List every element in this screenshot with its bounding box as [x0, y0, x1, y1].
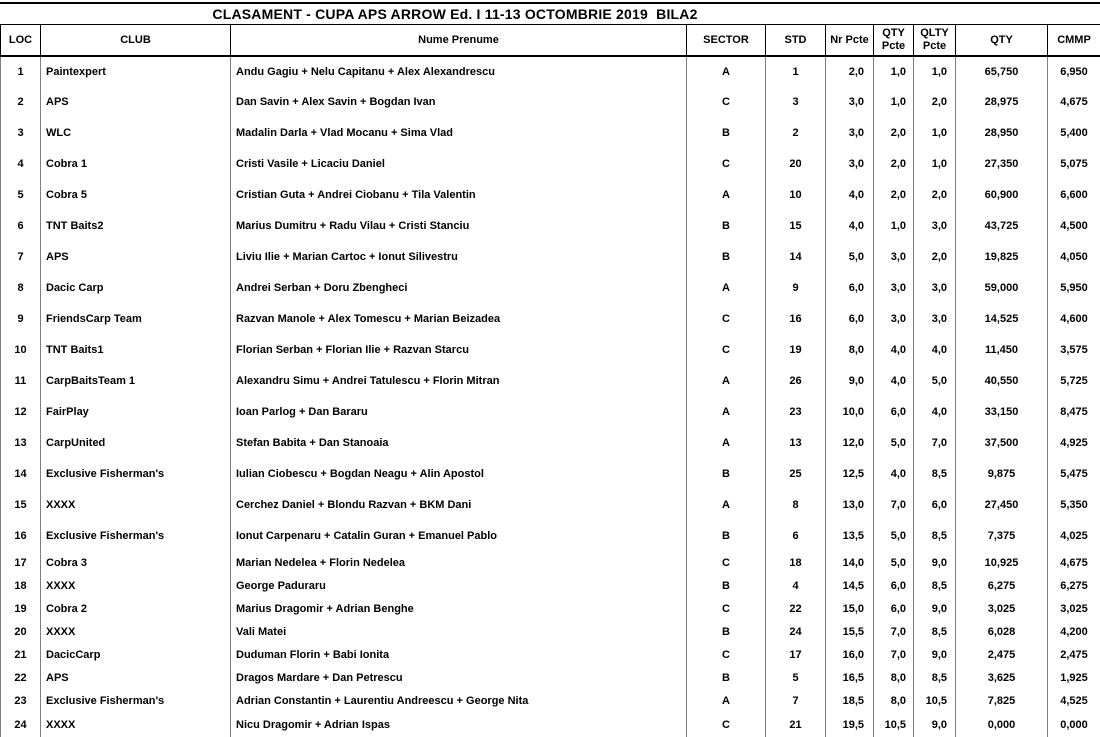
- cell-club: Exclusive Fisherman's: [41, 459, 231, 490]
- cell-qlty_pcte: 2,0: [914, 242, 956, 273]
- cell-sector: C: [687, 713, 766, 737]
- cell-sector: C: [687, 598, 766, 621]
- cell-std: 20: [766, 149, 826, 180]
- cell-std: 2: [766, 118, 826, 149]
- cell-club: CarpUnited: [41, 428, 231, 459]
- cell-club: Exclusive Fisherman's: [41, 521, 231, 552]
- cell-qty: 2,475: [956, 644, 1048, 667]
- col-header-qty: QTY: [956, 25, 1048, 56]
- cell-club: WLC: [41, 118, 231, 149]
- col-header-name: Nume Prenume: [231, 25, 687, 56]
- cell-cmmp: 5,400: [1048, 118, 1100, 149]
- cell-qlty_pcte: 1,0: [914, 118, 956, 149]
- cell-qty_pcte: 3,0: [874, 242, 914, 273]
- cell-qty: 11,450: [956, 335, 1048, 366]
- cell-qty: 27,350: [956, 149, 1048, 180]
- cell-qty_pcte: 6,0: [874, 598, 914, 621]
- cell-nr_pcte: 3,0: [826, 118, 874, 149]
- cell-cmmp: 4,050: [1048, 242, 1100, 273]
- cell-name: Ioan Parlog + Dan Bararu: [231, 397, 687, 428]
- cell-cmmp: 8,475: [1048, 397, 1100, 428]
- cell-qty: 7,825: [956, 690, 1048, 713]
- cell-std: 17: [766, 644, 826, 667]
- cell-qty_pcte: 8,0: [874, 690, 914, 713]
- cell-nr_pcte: 16,0: [826, 644, 874, 667]
- cell-qty: 6,028: [956, 621, 1048, 644]
- cell-qty_pcte: 1,0: [874, 56, 914, 87]
- cell-cmmp: 1,925: [1048, 667, 1100, 690]
- cell-club: XXXX: [41, 575, 231, 598]
- cell-qty: 43,725: [956, 211, 1048, 242]
- col-header-qlty-pcte-line1: QLTY: [920, 26, 949, 39]
- cell-nr_pcte: 9,0: [826, 366, 874, 397]
- cell-qty_pcte: 4,0: [874, 366, 914, 397]
- col-header-cmmp: CMMP: [1048, 25, 1100, 56]
- cell-qty_pcte: 7,0: [874, 644, 914, 667]
- cell-name: Andrei Serban + Doru Zbengheci: [231, 273, 687, 304]
- cell-nr_pcte: 4,0: [826, 180, 874, 211]
- cell-qty: 14,525: [956, 304, 1048, 335]
- cell-club: XXXX: [41, 713, 231, 737]
- cell-qty_pcte: 5,0: [874, 552, 914, 575]
- cell-sector: A: [687, 490, 766, 521]
- cell-cmmp: 0,000: [1048, 713, 1100, 737]
- table-row: [1, 690, 1100, 713]
- cell-nr_pcte: 15,5: [826, 621, 874, 644]
- cell-qty_pcte: 2,0: [874, 149, 914, 180]
- table-row: [1, 335, 1100, 366]
- cell-qlty_pcte: 6,0: [914, 490, 956, 521]
- cell-cmmp: 2,475: [1048, 644, 1100, 667]
- cell-loc: 10: [1, 335, 41, 366]
- table-row: [1, 598, 1100, 621]
- cell-qlty_pcte: 8,5: [914, 575, 956, 598]
- cell-loc: 17: [1, 552, 41, 575]
- cell-qty_pcte: 4,0: [874, 459, 914, 490]
- col-header-loc: LOC: [1, 25, 41, 56]
- cell-qty_pcte: 2,0: [874, 180, 914, 211]
- cell-qty: 37,500: [956, 428, 1048, 459]
- cell-loc: 12: [1, 397, 41, 428]
- cell-qlty_pcte: 2,0: [914, 180, 956, 211]
- cell-name: Marius Dragomir + Adrian Benghe: [231, 598, 687, 621]
- cell-sector: B: [687, 621, 766, 644]
- cell-name: Nicu Dragomir + Adrian Ispas: [231, 713, 687, 737]
- cell-qty: 65,750: [956, 56, 1048, 87]
- cell-std: 22: [766, 598, 826, 621]
- cell-qlty_pcte: 10,5: [914, 690, 956, 713]
- cell-nr_pcte: 15,0: [826, 598, 874, 621]
- cell-std: 5: [766, 667, 826, 690]
- cell-sector: C: [687, 304, 766, 335]
- cell-club: FairPlay: [41, 397, 231, 428]
- cell-qty_pcte: 3,0: [874, 273, 914, 304]
- cell-cmmp: 6,950: [1048, 56, 1100, 87]
- cell-qlty_pcte: 8,5: [914, 667, 956, 690]
- cell-cmmp: 4,200: [1048, 621, 1100, 644]
- cell-loc: 7: [1, 242, 41, 273]
- cell-name: Cristi Vasile + Licaciu Daniel: [231, 149, 687, 180]
- page-title: CLASAMENT - CUPA APS ARROW Ed. I 11-13 OCTOMBRIE 2019 BILA2: [212, 6, 698, 22]
- cell-sector: B: [687, 459, 766, 490]
- results-table: [0, 24, 1100, 737]
- cell-qty: 7,375: [956, 521, 1048, 552]
- cell-nr_pcte: 3,0: [826, 87, 874, 118]
- cell-std: 25: [766, 459, 826, 490]
- cell-qty: 60,900: [956, 180, 1048, 211]
- cell-std: 26: [766, 366, 826, 397]
- cell-club: Exclusive Fisherman's: [41, 690, 231, 713]
- cell-qty_pcte: 4,0: [874, 335, 914, 366]
- table-row: [1, 273, 1100, 304]
- cell-nr_pcte: 10,0: [826, 397, 874, 428]
- cell-club: TNT Baits1: [41, 335, 231, 366]
- cell-loc: 18: [1, 575, 41, 598]
- cell-nr_pcte: 18,5: [826, 690, 874, 713]
- cell-qty: 27,450: [956, 490, 1048, 521]
- cell-std: 9: [766, 273, 826, 304]
- cell-name: Stefan Babita + Dan Stanoaia: [231, 428, 687, 459]
- table-row: [1, 211, 1100, 242]
- cell-qlty_pcte: 8,5: [914, 459, 956, 490]
- cell-loc: 5: [1, 180, 41, 211]
- table-row: [1, 87, 1100, 118]
- cell-cmmp: 4,925: [1048, 428, 1100, 459]
- cell-qty: 10,925: [956, 552, 1048, 575]
- cell-sector: C: [687, 335, 766, 366]
- cell-club: APS: [41, 242, 231, 273]
- cell-club: Cobra 2: [41, 598, 231, 621]
- cell-std: 16: [766, 304, 826, 335]
- cell-std: 18: [766, 552, 826, 575]
- cell-cmmp: 5,725: [1048, 366, 1100, 397]
- cell-club: TNT Baits2: [41, 211, 231, 242]
- col-header-qty-pcte-line2: Pcte: [881, 39, 906, 52]
- cell-qty: 28,975: [956, 87, 1048, 118]
- cell-qlty_pcte: 1,0: [914, 149, 956, 180]
- cell-name: Adrian Constantin + Laurentiu Andreescu + George Nita: [231, 690, 687, 713]
- cell-qty: 0,000: [956, 713, 1048, 737]
- cell-sector: C: [687, 149, 766, 180]
- cell-club: Dacic Carp: [41, 273, 231, 304]
- cell-name: Duduman Florin + Babi Ionita: [231, 644, 687, 667]
- cell-qty: 9,875: [956, 459, 1048, 490]
- cell-loc: 2: [1, 87, 41, 118]
- cell-std: 19: [766, 335, 826, 366]
- cell-name: Andu Gagiu + Nelu Capitanu + Alex Alexandrescu: [231, 56, 687, 87]
- cell-nr_pcte: 2,0: [826, 56, 874, 87]
- col-header-sector: SECTOR: [687, 25, 766, 56]
- table-row: [1, 621, 1100, 644]
- cell-club: APS: [41, 667, 231, 690]
- cell-name: Razvan Manole + Alex Tomescu + Marian Beizadea: [231, 304, 687, 335]
- col-header-qlty-pcte-line2: Pcte: [922, 39, 947, 52]
- cell-qlty_pcte: 2,0: [914, 87, 956, 118]
- table-row: [1, 575, 1100, 598]
- cell-qty_pcte: 6,0: [874, 575, 914, 598]
- cell-nr_pcte: 8,0: [826, 335, 874, 366]
- cell-club: Cobra 3: [41, 552, 231, 575]
- cell-name: Iulian Ciobescu + Bogdan Neagu + Alin Apostol: [231, 459, 687, 490]
- cell-loc: 24: [1, 713, 41, 737]
- cell-sector: A: [687, 397, 766, 428]
- cell-name: Marian Nedelea + Florin Nedelea: [231, 552, 687, 575]
- cell-club: FriendsCarp Team: [41, 304, 231, 335]
- cell-sector: A: [687, 428, 766, 459]
- cell-loc: 11: [1, 366, 41, 397]
- table-row: [1, 180, 1100, 211]
- table-row: [1, 242, 1100, 273]
- cell-std: 4: [766, 575, 826, 598]
- table-row: [1, 149, 1100, 180]
- cell-nr_pcte: 19,5: [826, 713, 874, 737]
- cell-loc: 4: [1, 149, 41, 180]
- cell-qty_pcte: 5,0: [874, 428, 914, 459]
- table-row: [1, 366, 1100, 397]
- cell-std: 13: [766, 428, 826, 459]
- cell-qlty_pcte: 9,0: [914, 713, 956, 737]
- table-row: [1, 397, 1100, 428]
- cell-sector: B: [687, 242, 766, 273]
- cell-cmmp: 5,475: [1048, 459, 1100, 490]
- cell-name: Madalin Darla + Vlad Mocanu + Sima Vlad: [231, 118, 687, 149]
- cell-qlty_pcte: 1,0: [914, 56, 956, 87]
- table-row: [1, 428, 1100, 459]
- cell-cmmp: 4,600: [1048, 304, 1100, 335]
- cell-sector: C: [687, 87, 766, 118]
- cell-name: Dragos Mardare + Dan Petrescu: [231, 667, 687, 690]
- table-row: [1, 552, 1100, 575]
- cell-loc: 13: [1, 428, 41, 459]
- cell-name: Ionut Carpenaru + Catalin Guran + Emanuel Pablo: [231, 521, 687, 552]
- table-row: [1, 644, 1100, 667]
- col-header-qty-pcte: [874, 25, 914, 56]
- cell-cmmp: 4,500: [1048, 211, 1100, 242]
- cell-qlty_pcte: 3,0: [914, 211, 956, 242]
- cell-qty_pcte: 1,0: [874, 211, 914, 242]
- col-header-qlty-pcte: [914, 25, 956, 56]
- cell-loc: 8: [1, 273, 41, 304]
- cell-loc: 16: [1, 521, 41, 552]
- cell-qty: 40,550: [956, 366, 1048, 397]
- cell-nr_pcte: 13,0: [826, 490, 874, 521]
- cell-cmmp: 6,275: [1048, 575, 1100, 598]
- cell-std: 15: [766, 211, 826, 242]
- table-row: [1, 667, 1100, 690]
- cell-cmmp: 5,075: [1048, 149, 1100, 180]
- cell-club: DacicCarp: [41, 644, 231, 667]
- cell-qlty_pcte: 8,5: [914, 621, 956, 644]
- cell-loc: 9: [1, 304, 41, 335]
- col-header-club: CLUB: [41, 25, 231, 56]
- cell-qty: 19,825: [956, 242, 1048, 273]
- cell-name: Vali Matei: [231, 621, 687, 644]
- cell-loc: 1: [1, 56, 41, 87]
- cell-sector: A: [687, 690, 766, 713]
- cell-qty: 3,025: [956, 598, 1048, 621]
- cell-qlty_pcte: 4,0: [914, 397, 956, 428]
- cell-nr_pcte: 14,0: [826, 552, 874, 575]
- table-row: [1, 713, 1100, 737]
- table-row: [1, 304, 1100, 335]
- cell-std: 21: [766, 713, 826, 737]
- cell-sector: B: [687, 118, 766, 149]
- cell-loc: 19: [1, 598, 41, 621]
- cell-loc: 21: [1, 644, 41, 667]
- cell-std: 10: [766, 180, 826, 211]
- cell-nr_pcte: 5,0: [826, 242, 874, 273]
- cell-qty: 28,950: [956, 118, 1048, 149]
- cell-sector: B: [687, 667, 766, 690]
- cell-qlty_pcte: 3,0: [914, 304, 956, 335]
- cell-cmmp: 4,525: [1048, 690, 1100, 713]
- cell-club: Cobra 1: [41, 149, 231, 180]
- cell-qty: 59,000: [956, 273, 1048, 304]
- cell-qty_pcte: 6,0: [874, 397, 914, 428]
- cell-qty: 3,625: [956, 667, 1048, 690]
- cell-name: Cristian Guta + Andrei Ciobanu + Tila Valentin: [231, 180, 687, 211]
- cell-qty_pcte: 7,0: [874, 621, 914, 644]
- cell-std: 3: [766, 87, 826, 118]
- cell-sector: B: [687, 211, 766, 242]
- cell-qty_pcte: 1,0: [874, 87, 914, 118]
- cell-std: 14: [766, 242, 826, 273]
- title-band: [0, 2, 1100, 24]
- cell-name: George Paduraru: [231, 575, 687, 598]
- cell-sector: B: [687, 575, 766, 598]
- cell-cmmp: 4,025: [1048, 521, 1100, 552]
- cell-name: Liviu Ilie + Marian Cartoc + Ionut Silivestru: [231, 242, 687, 273]
- cell-nr_pcte: 3,0: [826, 149, 874, 180]
- cell-cmmp: 5,350: [1048, 490, 1100, 521]
- cell-nr_pcte: 12,5: [826, 459, 874, 490]
- cell-loc: 15: [1, 490, 41, 521]
- cell-qty_pcte: 2,0: [874, 118, 914, 149]
- cell-sector: B: [687, 521, 766, 552]
- cell-club: Cobra 5: [41, 180, 231, 211]
- cell-qty_pcte: 5,0: [874, 521, 914, 552]
- cell-loc: 6: [1, 211, 41, 242]
- cell-nr_pcte: 13,5: [826, 521, 874, 552]
- table-row: [1, 490, 1100, 521]
- table-row: [1, 56, 1100, 87]
- cell-name: Dan Savin + Alex Savin + Bogdan Ivan: [231, 87, 687, 118]
- cell-qty: 33,150: [956, 397, 1048, 428]
- cell-cmmp: 3,575: [1048, 335, 1100, 366]
- table-row: [1, 459, 1100, 490]
- cell-qlty_pcte: 4,0: [914, 335, 956, 366]
- cell-std: 8: [766, 490, 826, 521]
- cell-qty: 6,275: [956, 575, 1048, 598]
- cell-nr_pcte: 6,0: [826, 273, 874, 304]
- cell-sector: C: [687, 552, 766, 575]
- table-body: [1, 56, 1100, 737]
- cell-qty_pcte: 8,0: [874, 667, 914, 690]
- cell-qlty_pcte: 9,0: [914, 598, 956, 621]
- cell-loc: 3: [1, 118, 41, 149]
- cell-qty_pcte: 3,0: [874, 304, 914, 335]
- cell-nr_pcte: 14,5: [826, 575, 874, 598]
- table-header: [1, 25, 1100, 56]
- cell-qty_pcte: 10,5: [874, 713, 914, 737]
- cell-cmmp: 5,950: [1048, 273, 1100, 304]
- cell-std: 6: [766, 521, 826, 552]
- cell-nr_pcte: 6,0: [826, 304, 874, 335]
- cell-loc: 22: [1, 667, 41, 690]
- cell-qlty_pcte: 7,0: [914, 428, 956, 459]
- cell-std: 1: [766, 56, 826, 87]
- cell-qlty_pcte: 5,0: [914, 366, 956, 397]
- cell-nr_pcte: 4,0: [826, 211, 874, 242]
- cell-loc: 20: [1, 621, 41, 644]
- cell-club: XXXX: [41, 490, 231, 521]
- cell-name: Marius Dumitru + Radu Vilau + Cristi Stanciu: [231, 211, 687, 242]
- cell-qlty_pcte: 9,0: [914, 644, 956, 667]
- col-header-qty-pcte-line1: QTY: [882, 26, 905, 39]
- cell-sector: A: [687, 366, 766, 397]
- cell-qlty_pcte: 8,5: [914, 521, 956, 552]
- cell-sector: A: [687, 180, 766, 211]
- cell-club: Paintexpert: [41, 56, 231, 87]
- cell-cmmp: 3,025: [1048, 598, 1100, 621]
- cell-club: CarpBaitsTeam 1: [41, 366, 231, 397]
- cell-sector: A: [687, 273, 766, 304]
- cell-sector: C: [687, 644, 766, 667]
- cell-std: 7: [766, 690, 826, 713]
- cell-sector: A: [687, 56, 766, 87]
- cell-qty_pcte: 7,0: [874, 490, 914, 521]
- cell-cmmp: 6,600: [1048, 180, 1100, 211]
- cell-std: 23: [766, 397, 826, 428]
- cell-nr_pcte: 12,0: [826, 428, 874, 459]
- cell-name: Alexandru Simu + Andrei Tatulescu + Florin Mitran: [231, 366, 687, 397]
- cell-cmmp: 4,675: [1048, 87, 1100, 118]
- cell-club: XXXX: [41, 621, 231, 644]
- cell-club: APS: [41, 87, 231, 118]
- col-header-std: STD: [766, 25, 826, 56]
- col-header-nr-pcte: Nr Pcte: [826, 25, 874, 56]
- cell-loc: 23: [1, 690, 41, 713]
- cell-qlty_pcte: 3,0: [914, 273, 956, 304]
- cell-loc: 14: [1, 459, 41, 490]
- cell-std: 24: [766, 621, 826, 644]
- cell-name: Cerchez Daniel + Blondu Razvan + BKM Dani: [231, 490, 687, 521]
- header-row: [1, 25, 1100, 56]
- cell-qlty_pcte: 9,0: [914, 552, 956, 575]
- cell-nr_pcte: 16,5: [826, 667, 874, 690]
- cell-cmmp: 4,675: [1048, 552, 1100, 575]
- cell-name: Florian Serban + Florian Ilie + Razvan Starcu: [231, 335, 687, 366]
- table-row: [1, 521, 1100, 552]
- table-row: [1, 118, 1100, 149]
